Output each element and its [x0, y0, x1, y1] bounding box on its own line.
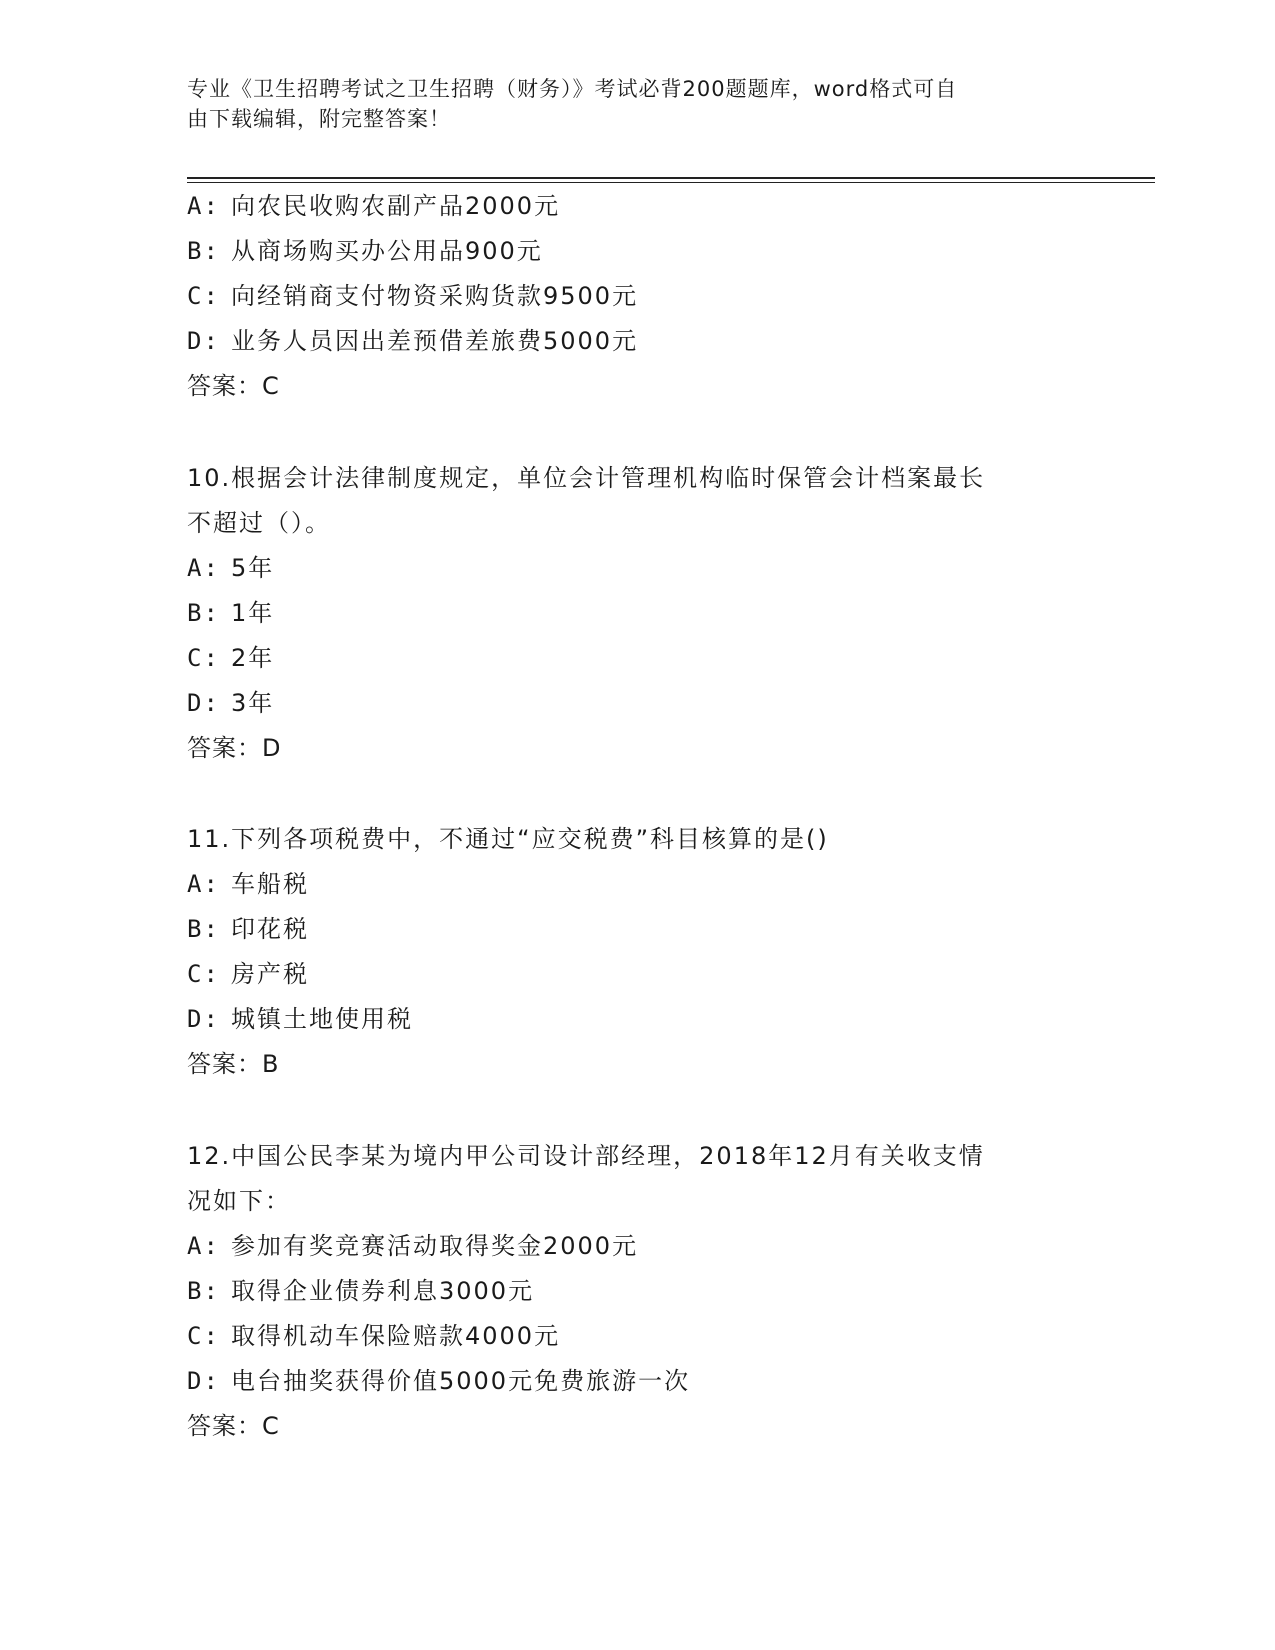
option-text: 业务人员因出差预借差旅费5000元	[231, 327, 639, 355]
q12-stem-line-1: 12.中国公民李某为境内甲公司设计部经理，2018年12月有关收支情	[187, 1142, 985, 1170]
option-letter: A:	[187, 192, 220, 220]
q12-option-a	[187, 1230, 1087, 1262]
document-header	[187, 74, 1067, 134]
q10-answer: 答案：D	[187, 734, 282, 762]
option-text: 1年	[231, 599, 275, 627]
option-text: 取得机动车保险赔款4000元	[231, 1322, 561, 1350]
q11-option-a	[187, 868, 1087, 900]
q10-option-d	[187, 687, 1087, 719]
q10-option-b	[187, 597, 1087, 629]
option-text: 向农民收购农副产品2000元	[231, 192, 561, 220]
option-text: 从商场购买办公用品900元	[231, 237, 543, 265]
option-letter: C:	[187, 960, 220, 988]
q12-option-d	[187, 1365, 1087, 1397]
q11-option-b	[187, 913, 1087, 945]
option-text: 取得企业债券利息3000元	[231, 1277, 535, 1305]
header-rule-thick	[187, 177, 1155, 179]
q9-option-a	[187, 190, 1087, 222]
q10-stem-line-2: 不超过（）。	[187, 509, 331, 537]
header-line-1: 专业《卫生招聘考试之卫生招聘（财务）》考试必背200题题库，word格式可自	[187, 77, 958, 101]
option-letter: B:	[187, 237, 220, 265]
option-text: 3年	[231, 689, 275, 717]
q9-option-c	[187, 280, 1087, 312]
q10-option-a	[187, 552, 1087, 584]
option-text: 5年	[231, 554, 275, 582]
q9-option-d	[187, 325, 1087, 357]
option-letter: A:	[187, 870, 220, 898]
option-text: 车船税	[231, 870, 309, 898]
option-letter: A:	[187, 1232, 220, 1260]
option-text: 房产税	[231, 960, 309, 988]
q12-option-b	[187, 1275, 1087, 1307]
option-letter: C:	[187, 1322, 220, 1350]
option-letter: B:	[187, 599, 220, 627]
q9-option-b	[187, 235, 1087, 267]
option-letter: A:	[187, 554, 220, 582]
option-text: 印花税	[231, 915, 309, 943]
header-rule-thin	[187, 182, 1155, 183]
option-letter: D:	[187, 1367, 220, 1395]
header-line-2: 由下载编辑，附完整答案！	[187, 107, 451, 131]
q12-stem-line-2: 况如下：	[187, 1187, 291, 1215]
option-letter: C:	[187, 644, 220, 672]
option-text: 城镇土地使用税	[231, 1005, 413, 1033]
option-text: 参加有奖竞赛活动取得奖金2000元	[231, 1232, 639, 1260]
option-text: 电台抽奖获得价值5000元免费旅游一次	[231, 1367, 691, 1395]
option-text: 2年	[231, 644, 275, 672]
q11-answer: 答案：B	[187, 1050, 280, 1078]
q10-stem-line-1: 10.根据会计法律制度规定，单位会计管理机构临时保管会计档案最长	[187, 464, 986, 492]
q12-answer: 答案：C	[187, 1412, 280, 1440]
option-letter: B:	[187, 1277, 220, 1305]
option-letter: D:	[187, 1005, 220, 1033]
option-letter: D:	[187, 689, 220, 717]
q10-option-c	[187, 642, 1087, 674]
q11-option-c	[187, 958, 1087, 990]
option-letter: B:	[187, 915, 220, 943]
q11-stem-line-1: 11.下列各项税费中，不通过“应交税费”科目核算的是()	[187, 825, 829, 853]
q9-answer: 答案：C	[187, 372, 280, 400]
option-letter: C:	[187, 282, 220, 310]
option-text: 向经销商支付物资采购货款9500元	[231, 282, 639, 310]
q12-option-c	[187, 1320, 1087, 1352]
q11-option-d	[187, 1003, 1087, 1035]
option-letter: D:	[187, 327, 220, 355]
